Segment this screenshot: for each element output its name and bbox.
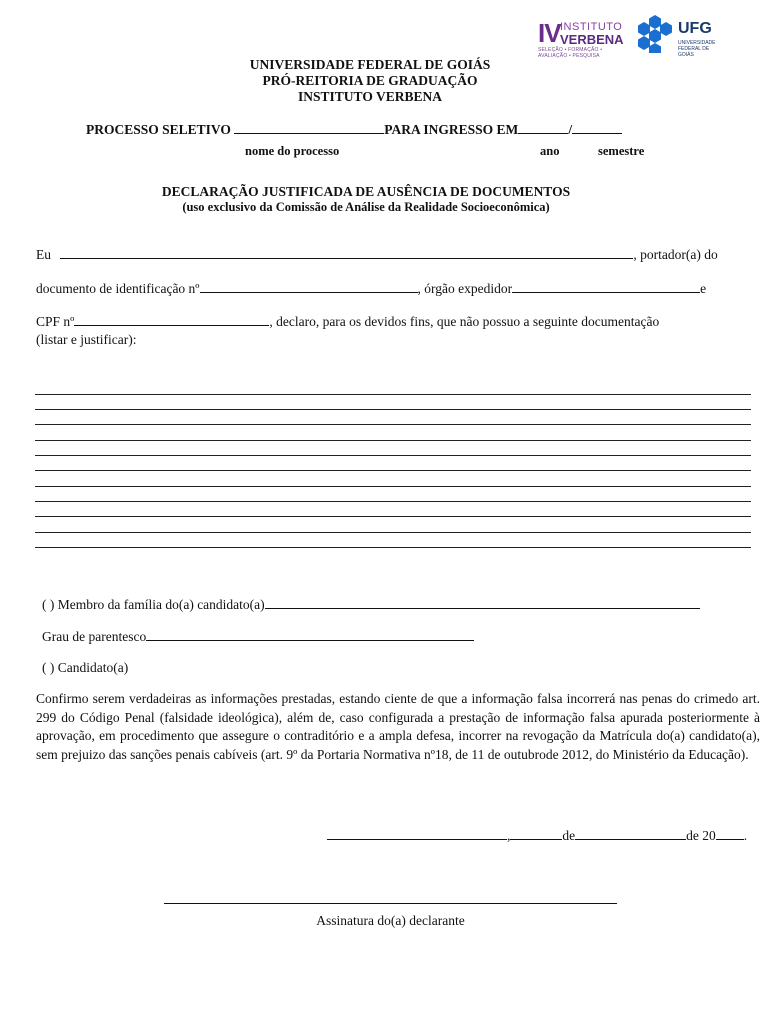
day-field[interactable] [510,826,562,840]
caption-year: ano [540,144,560,158]
caption-semester: semestre [598,144,645,158]
form-line-name [36,245,718,263]
header-institute: INSTITUTO VERBENA [298,89,442,104]
label-membro[interactable]: ( ) Membro da família do(a) candidato(a) [42,597,265,612]
process-semester-field[interactable] [572,120,622,134]
date-de2: de 20 [686,828,716,843]
justification-line[interactable] [35,547,751,548]
label-eu: Eu [36,247,51,262]
label-e: e [700,281,707,296]
form-line-document [36,279,706,297]
date-comma: , [507,828,511,843]
confirmation-paragraph: Confirmo serem verdadeiras as informações prestadas, estando ciente de que a informação falsa incorrerá nas penas do crimedo art. 299 do Código Penal (falsidade ideológica), além de, caso configurada a prestação de informação falsa apurada posteriormente à aprovação, em procedimento que assegure o contraditório e a ampla defesa, incorrer na revogação da Matrícula do(a) candidato(a), sem prejuizo das sanções penais cabíveis (art. 9º da Portaria Normativa nº18, de 11 de outubrode 2012, do Ministério da Educação). [36,691,760,762]
justification-line[interactable] [35,409,751,410]
process-year-field[interactable] [518,120,568,134]
kinship-field[interactable] [146,627,474,641]
date-end: . [743,828,748,843]
name-field[interactable] [60,245,633,259]
justification-line[interactable] [35,440,751,441]
option-kinship [42,627,474,645]
justification-line[interactable] [35,455,751,456]
label-cpf: CPF nº [36,314,75,329]
issuing-agency-field[interactable] [512,279,700,293]
ufg-logo [634,14,726,58]
date-line [327,826,747,844]
option-candidate[interactable]: ( ) Candidato(a) [42,660,129,675]
label-grau: Grau de parentesco [42,629,147,644]
justification-line[interactable] [35,532,751,533]
iv-logo-tagline: SELEÇÃO • FORMAÇÃO • AVALIAÇÃO • PESQUISA [538,47,603,59]
city-field[interactable] [327,826,507,840]
iv-logo-mark: IV [538,18,561,48]
header-prograd: PRÓ-REITORIA DE GRADUAÇÃO [262,73,478,88]
ufg-logo-subtitle: UNIVERSIDADE FEDERAL DE GOIÁS [678,40,716,58]
option-family-member [42,595,700,613]
month-field[interactable] [575,826,686,840]
caption-process-name: nome do processo [245,144,340,158]
signature-label: Assinatura do(a) declarante [316,913,465,928]
process-label: PROCESSO SELETIVO [86,122,231,137]
form-line-cpf [36,312,659,330]
label-documento: documento de identificação nº [36,281,200,296]
family-member-field[interactable] [265,595,700,609]
date-de1: de [562,828,576,843]
justification-line[interactable] [35,501,751,502]
year-field[interactable] [716,826,744,840]
document-title: DECLARAÇÃO JUSTIFICADA DE AUSÊNCIA DE DOCUMENTOS [161,184,571,199]
justification-line[interactable] [35,470,751,471]
cpf-field[interactable] [74,312,269,326]
label-orgao: , órgão expedidor [417,281,513,296]
ufg-hexagon-icon [634,14,676,54]
header-university: UNIVERSIDADE FEDERAL DE GOIÁS [249,57,491,72]
process-ingresso-label: PARA INGRESSO EM [384,122,519,137]
justification-line[interactable] [35,516,751,517]
ufg-logo-name: UFG [678,20,712,37]
label-listar: (listar e justificar): [36,332,137,347]
label-portador: , portador(a) do [633,247,718,262]
justification-line[interactable] [35,394,751,395]
document-subtitle: (uso exclusivo da Comissão de Análise da Realidade Socioeconômica) [182,200,550,214]
process-line [86,120,622,138]
signature-line[interactable] [164,903,617,904]
iv-logo-line2: VERBENA [560,32,624,47]
document-number-field[interactable] [200,279,418,293]
label-declaro: , declaro, para os devidos fins, que não possuo a seguinte documentação [269,314,660,329]
process-name-field[interactable] [234,120,384,134]
iv-logo-line1: INSTITUTO [560,21,623,33]
justification-line[interactable] [35,486,751,487]
justification-line[interactable] [35,424,751,425]
instituto-verbena-logo [538,18,626,59]
process-slash: / [568,122,573,137]
